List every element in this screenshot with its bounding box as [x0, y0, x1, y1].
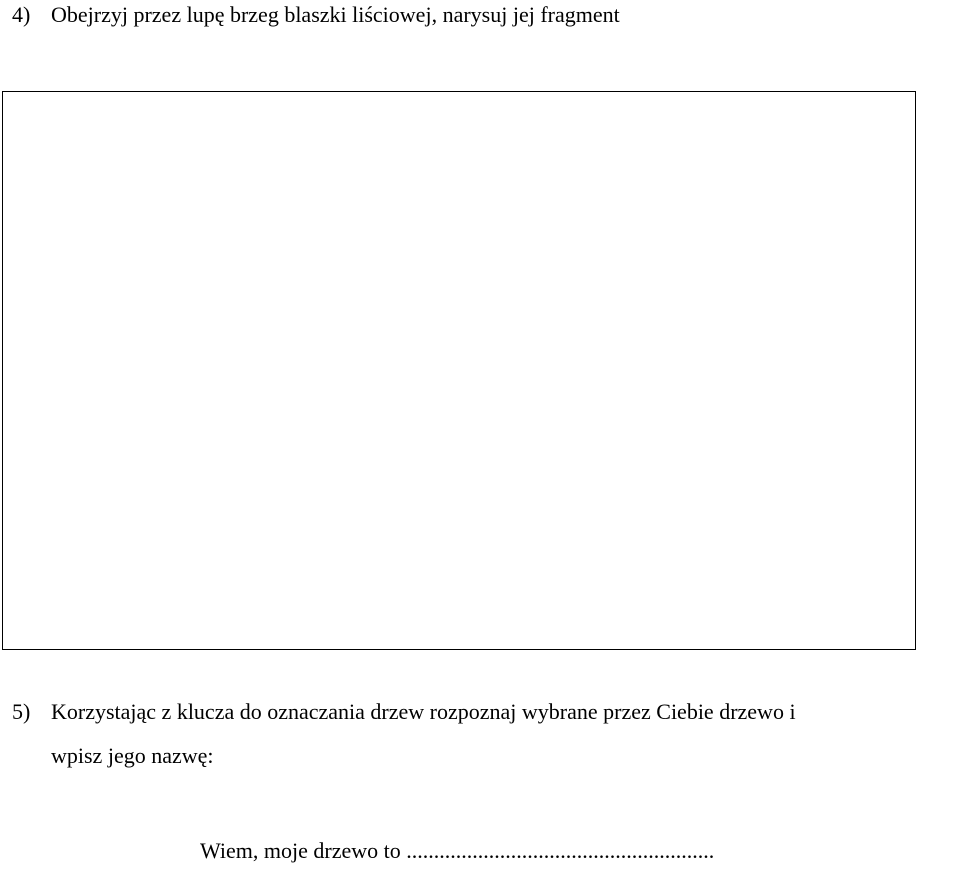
question-5-text-line1: Korzystając z klucza do oznaczania drzew rozpoznaj wybrane przez Ciebie drzewo i: [51, 699, 796, 724]
answer-line[interactable]: Wiem, moje drzewo to ........................................................: [200, 838, 715, 863]
question-4: [12, 4, 620, 26]
question-5-text-line2: wpisz jego nazwę:: [51, 743, 214, 768]
question-4-text: Obejrzyj przez lupę brzeg blaszki liściowej, narysuj jej fragment: [51, 2, 620, 27]
question-5-number: 5): [12, 699, 31, 724]
question-5: [12, 701, 796, 723]
drawing-area[interactable]: [2, 91, 916, 650]
question-4-number: 4): [12, 2, 31, 27]
